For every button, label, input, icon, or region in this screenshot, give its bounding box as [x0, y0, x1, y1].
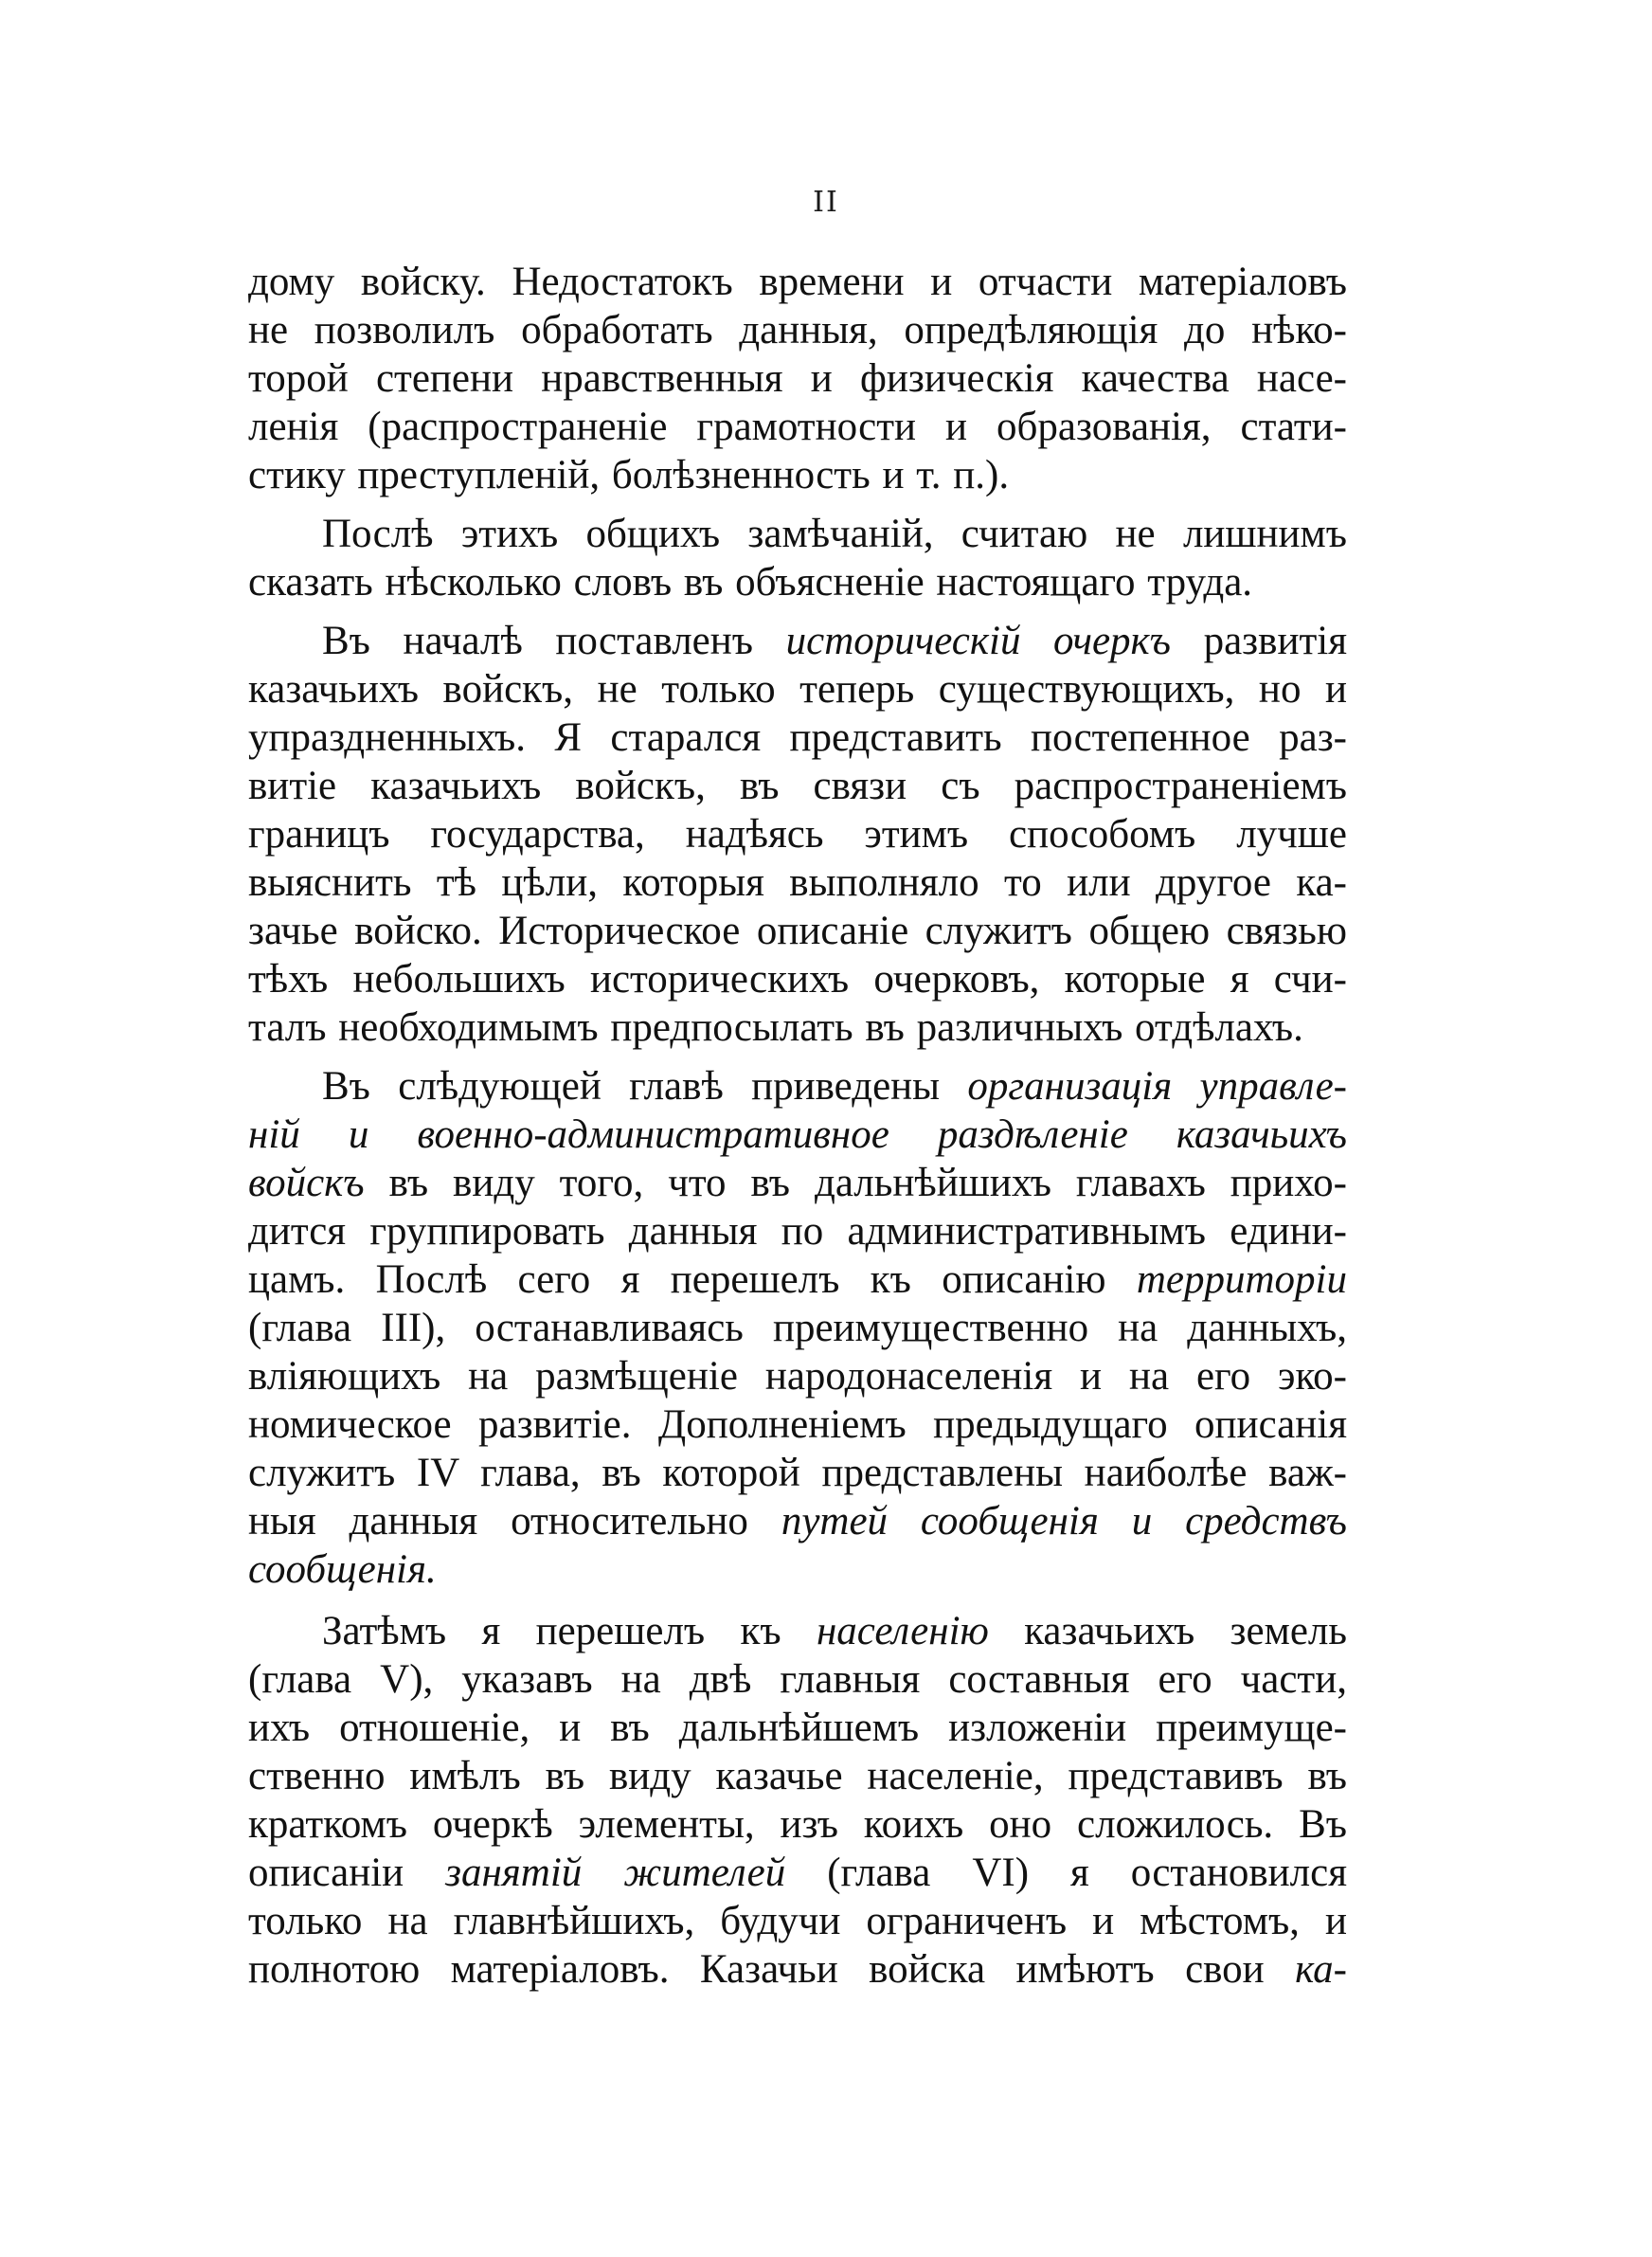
- text-run: казачьихъ войскъ, не только теперь существующихъ, но и: [248, 667, 1347, 712]
- text-line: [248, 354, 1347, 403]
- text-run: цамъ. Послѣ сего я перешелъ къ описанію: [248, 1257, 1137, 1302]
- text-line: [248, 1752, 1347, 1800]
- text-run: казачьихъ земель: [988, 1609, 1347, 1653]
- text-line: [248, 1800, 1347, 1849]
- emphasis-run: сообщенія.: [248, 1547, 437, 1592]
- text-line: [248, 1400, 1347, 1449]
- text-run: Въ слѣдующей главѣ приведены: [322, 1064, 968, 1109]
- emphasis-run: ній и военно-административное раздѣленіе казачьихъ: [248, 1112, 1347, 1157]
- text-line: [248, 665, 1347, 713]
- text-run: ныя данныя относительно: [248, 1499, 781, 1544]
- text-run: Затѣмъ я перешелъ къ: [322, 1609, 817, 1653]
- text-line: [248, 1545, 1347, 1594]
- text-line: [248, 955, 1347, 1003]
- text-run: только на главнѣйшихъ, будучи ограниченъ и мѣстомъ, и: [248, 1899, 1347, 1943]
- text-run: талъ необходимымъ предпосылать въ различныхъ отдѣлахъ.: [248, 1005, 1303, 1050]
- page-number: II: [813, 186, 839, 219]
- text-run: дому войску. Недостатокъ времени и отчасти матеріаловъ: [248, 260, 1347, 304]
- text-line: [248, 1849, 1347, 1897]
- text-line: [248, 1704, 1347, 1752]
- text-run: сказать нѣсколько словъ въ объясненіе настоящаго труда.: [248, 560, 1253, 605]
- text-line: [248, 1607, 1347, 1655]
- text-line: [248, 1449, 1347, 1497]
- text-line: [248, 1497, 1347, 1545]
- text-line: [248, 1003, 1347, 1052]
- text-line: [248, 858, 1347, 907]
- text-line: [248, 403, 1347, 451]
- text-line: [248, 1110, 1347, 1159]
- text-line: [248, 617, 1347, 665]
- text-run: стику преступленій, болѣзненность и т. п.).: [248, 453, 1010, 497]
- text-line: [248, 1352, 1347, 1400]
- text-run: ленія (распространеніе грамотности и образованія, стати-: [248, 405, 1347, 449]
- text-line: [248, 1207, 1347, 1255]
- text-run: витіе казачьихъ войскъ, въ связи съ распространеніемъ: [248, 764, 1347, 808]
- text-run: Въ началѣ поставленъ: [322, 619, 786, 663]
- text-run: Послѣ этихъ общихъ замѣчаній, считаю не лишнимъ: [322, 512, 1347, 556]
- text-run: торой степени нравственныя и физическія качества насе-: [248, 356, 1347, 401]
- paragraph: [248, 1607, 1347, 1994]
- emphasis-run: ка-: [1295, 1947, 1347, 1992]
- text-run: въ виду того, что въ дальнѣйшихъ главахъ прихо-: [364, 1161, 1347, 1205]
- text-line: [248, 1304, 1347, 1352]
- text-run: ственно имѣлъ въ виду казачье населеніе, представивъ въ: [248, 1754, 1347, 1798]
- text-line: [248, 558, 1347, 606]
- text-line: [248, 810, 1347, 858]
- text-run: (глава V), указавъ на двѣ главныя составныя его части,: [248, 1657, 1347, 1702]
- text-run: ихъ отношеніе, и въ дальнѣйшемъ изложеніи преимуще-: [248, 1706, 1347, 1750]
- text-line: [248, 1945, 1347, 1994]
- text-run: (глава VI) я остановился: [785, 1851, 1347, 1895]
- text-run: не позволилъ обработать данныя, опредѣляющія до нѣко-: [248, 308, 1347, 352]
- text-run: дится группировать данныя по административнымъ едини-: [248, 1209, 1347, 1254]
- text-run: зачье войско. Историческое описаніе служитъ общею связью: [248, 909, 1347, 953]
- text-run: вліяющихъ на размѣщеніе народонаселенія и на его эко-: [248, 1354, 1347, 1399]
- text-run: полнотою матеріаловъ. Казачьи войска имѣютъ свои: [248, 1947, 1296, 1992]
- text-line: [248, 762, 1347, 810]
- text-run: границъ государства, надѣясь этимъ способомъ лучше: [248, 812, 1347, 857]
- body-text: [248, 258, 1347, 2004]
- emphasis-run: войскъ: [248, 1161, 365, 1205]
- text-line: [248, 451, 1347, 499]
- paragraph: [248, 510, 1347, 606]
- text-line: [248, 713, 1347, 762]
- text-line: [248, 306, 1347, 354]
- emphasis-run: историческій очеркъ: [785, 619, 1171, 663]
- paragraph: [248, 258, 1347, 499]
- text-run: (глава III), останавливаясь преимущественно на данныхъ,: [248, 1306, 1347, 1350]
- text-run: выяснить тѣ цѣли, которыя выполняло то или другое ка-: [248, 860, 1347, 905]
- text-run: упраздненныхъ. Я старался представить постепенное раз-: [248, 715, 1347, 760]
- paragraph: [248, 617, 1347, 1052]
- emphasis-run: территоріи: [1136, 1257, 1347, 1302]
- text-line: [248, 1655, 1347, 1704]
- text-run: краткомъ очеркѣ элементы, изъ коихъ оно сложилось. Въ: [248, 1802, 1347, 1847]
- text-line: [248, 258, 1347, 306]
- text-run: служитъ IV глава, въ которой представлены наиболѣе важ-: [248, 1451, 1347, 1495]
- text-line: [248, 1062, 1347, 1110]
- emphasis-run: населенію: [816, 1609, 989, 1653]
- text-line: [248, 1897, 1347, 1945]
- text-run: тѣхъ небольшихъ историческихъ очерковъ, которые я счи-: [248, 957, 1347, 1002]
- text-run: описаніи: [248, 1851, 446, 1895]
- text-line: [248, 1159, 1347, 1207]
- text-line: [248, 1255, 1347, 1304]
- paragraph: [248, 1062, 1347, 1594]
- text-line: [248, 907, 1347, 955]
- text-line: [248, 510, 1347, 558]
- text-run: номическое развитіе. Дополненіемъ предыдущаго описанія: [248, 1402, 1347, 1447]
- text-run: развитія: [1170, 619, 1347, 663]
- emphasis-run: организація управле-: [967, 1064, 1348, 1109]
- emphasis-run: занятій жителей: [445, 1851, 786, 1895]
- emphasis-run: путей сообщенія и средствъ: [781, 1499, 1348, 1544]
